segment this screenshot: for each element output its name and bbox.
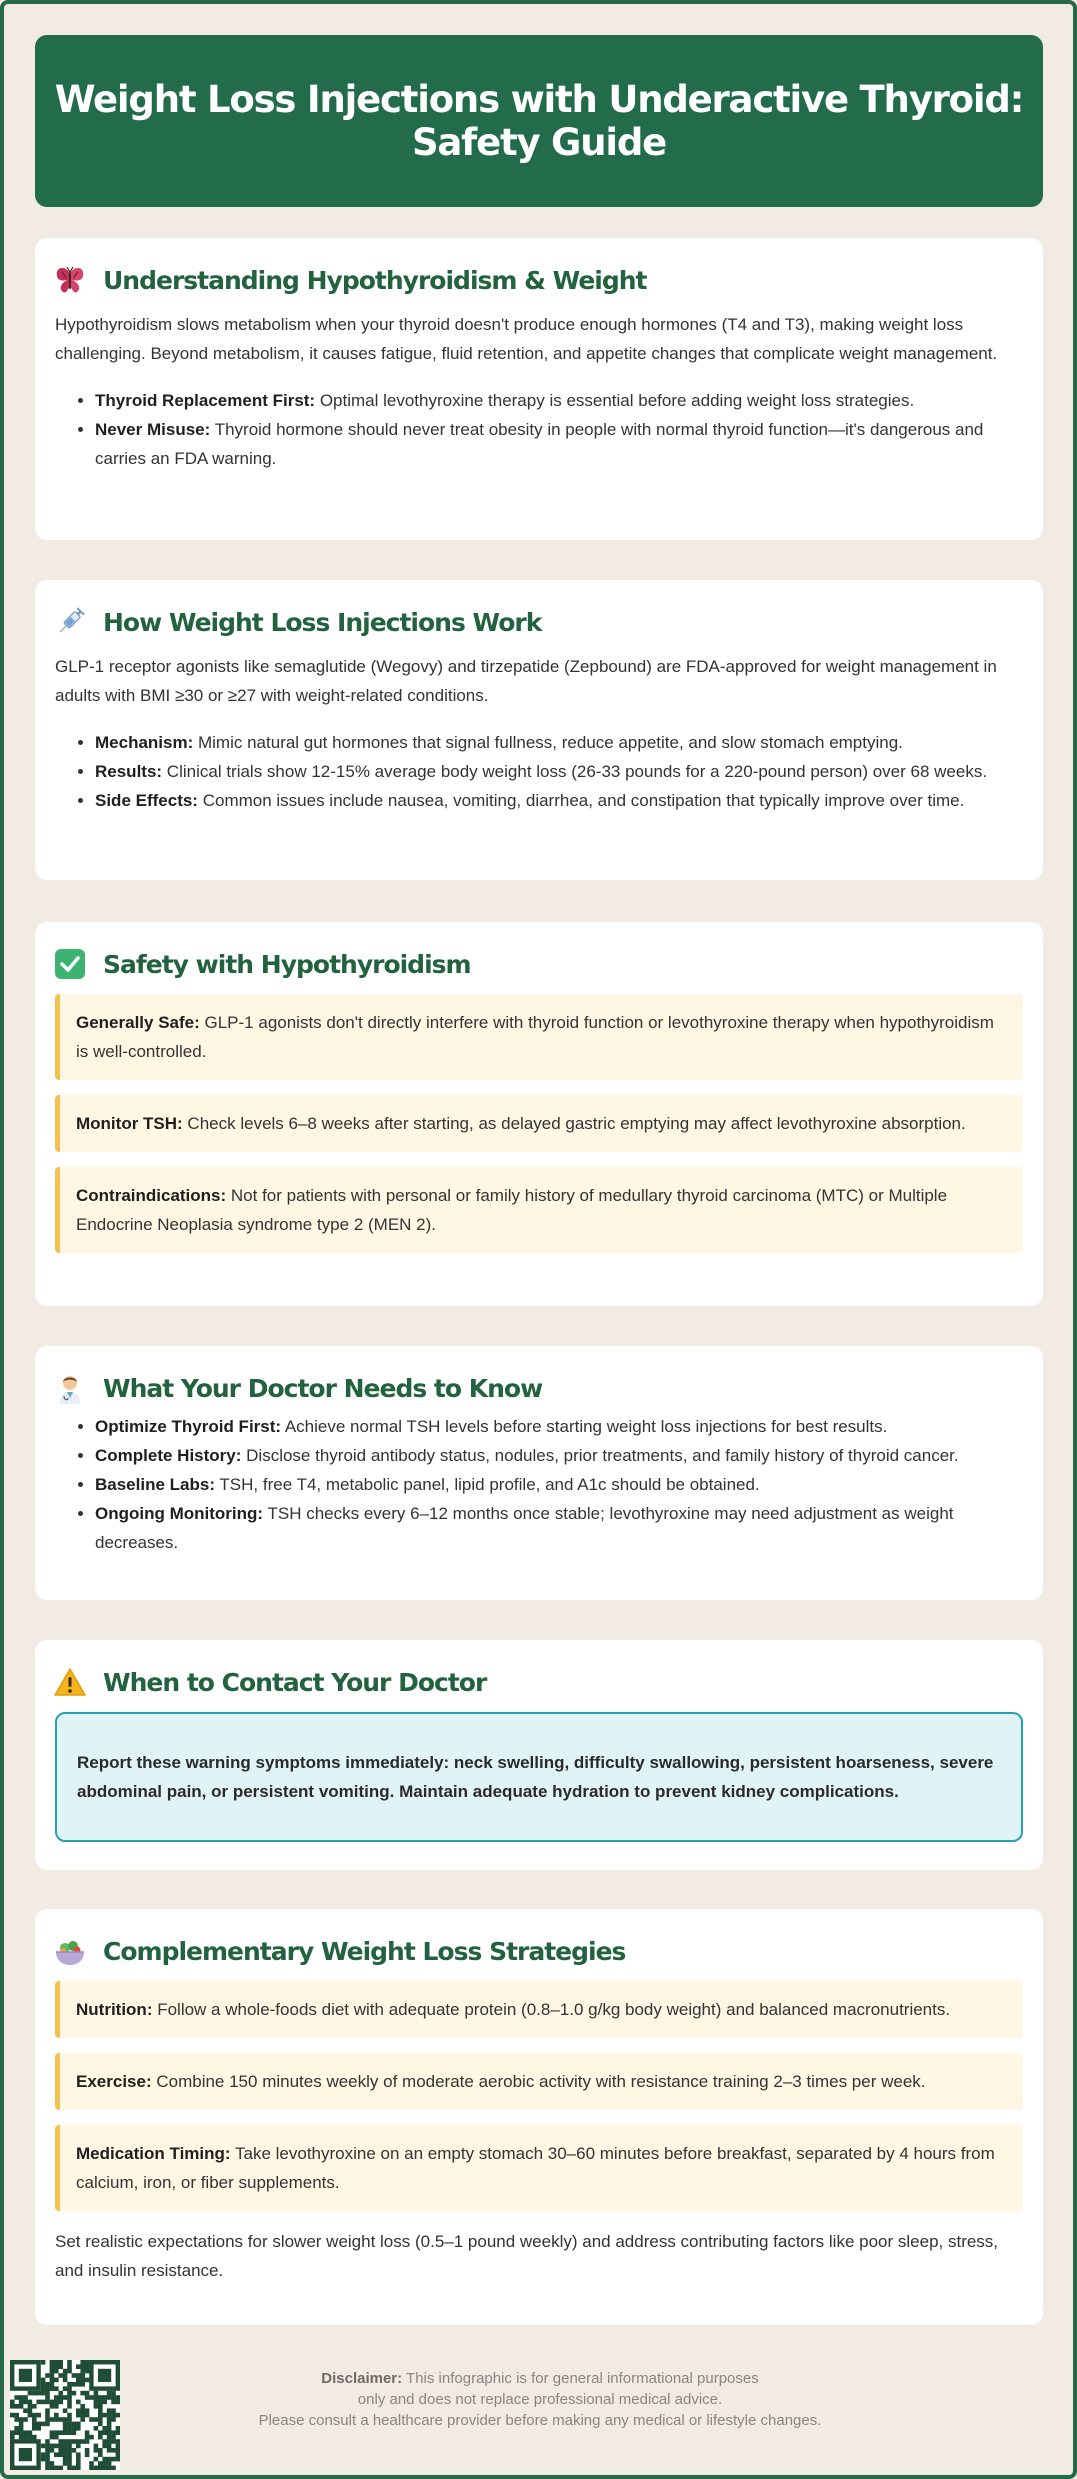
section-title: When to Contact Your Doctor	[103, 1667, 487, 1697]
callout-box: Medication Timing: Take levothyroxine on an empty stomach 30–60 minutes before breakfast, separated by 4 hours from calcium, iron, or fiber supplements.	[55, 2125, 1023, 2211]
warning-icon	[53, 1665, 87, 1699]
section-title: What Your Doctor Needs to Know	[103, 1373, 543, 1403]
check-mark-icon	[53, 947, 87, 981]
section-title: Safety with Hypothyroidism	[103, 949, 471, 979]
list-item: • Mechanism: Mimic natural gut hormones that signal fullness, reduce appetite, and slow stomach emptying.	[95, 728, 1023, 757]
list-item: • Baseline Labs: TSH, free T4, metabolic panel, lipid profile, and A1c should be obtained.	[95, 1470, 1023, 1499]
warning-alert-box: Report these warning symptoms immediately: neck swelling, difficulty swallowing, persistent hoarseness, severe abdominal pain, or persistent vomiting. Maintain adequate hydration to prevent kidney complications.	[55, 1712, 1023, 1842]
callout-box: Nutrition: Follow a whole-foods diet with adequate protein (0.8–1.0 g/kg body weight) and balanced macronutrients.	[55, 1981, 1023, 2038]
section-title: How Weight Loss Injections Work	[103, 607, 542, 637]
page-footer	[0, 2350, 1077, 2460]
callout-box: Generally Safe: GLP-1 agonists don't directly interfere with thyroid function or levothyroxine therapy when hypothyroidism is well-controlled.	[55, 994, 1023, 1080]
disclaimer: Disclaimer: This infographic is for general informational purposes only and does not replace professional medical advice. Please consult a healthcare provider before making any medical or lifestyle changes.	[258, 2370, 822, 2429]
section-intro: GLP-1 receptor agonists like semaglutide (Wegovy) and tirzepatide (Zepbound) are FDA-approved for weight management in adults with BMI ≥30 or ≥27 with weight-related conditions.	[55, 657, 997, 705]
section-strategies	[35, 1909, 1043, 2325]
butterfly-icon	[53, 263, 87, 297]
page-title: Weight Loss Injections with Underactive Thyroid: Safety Guide	[54, 78, 1024, 164]
list-item: • Side Effects: Common issues include nausea, vomiting, diarrhea, and constipation that typically improve over time.	[95, 786, 1023, 815]
doctor-icon	[53, 1371, 87, 1405]
callout-box: Exercise: Combine 150 minutes weekly of moderate aerobic activity with resistance training 2–3 times per week.	[55, 2053, 1023, 2110]
bullet-list	[55, 386, 1023, 473]
salad-bowl-icon	[53, 1934, 87, 1968]
page-header	[35, 35, 1043, 207]
section-title: Understanding Hypothyroidism & Weight	[103, 265, 647, 295]
bullet-list	[55, 1412, 1023, 1557]
section-title: Complementary Weight Loss Strategies	[103, 1936, 626, 1966]
bullet-list	[55, 728, 1023, 815]
qr-code-icon[interactable]	[10, 2360, 120, 2470]
list-item: • Complete History: Disclose thyroid antibody status, nodules, prior treatments, and family history of thyroid cancer.	[95, 1441, 1023, 1470]
list-item: • Optimize Thyroid First: Achieve normal TSH levels before starting weight loss injections for best results.	[95, 1412, 1023, 1441]
list-item: • Ongoing Monitoring: TSH checks every 6–12 months once stable; levothyroxine may need adjustment as weight decreases.	[95, 1499, 1023, 1557]
section-safety	[35, 922, 1043, 1306]
section-understanding	[35, 238, 1043, 540]
list-item: • Never Misuse: Thyroid hormone should never treat obesity in people with normal thyroid function—it's dangerous and carries an FDA warning.	[95, 415, 1023, 473]
section-contact	[35, 1640, 1043, 1870]
syringe-icon	[53, 605, 87, 639]
callout-box: Contraindications: Not for patients with personal or family history of medullary thyroid carcinoma (MTC) or Multiple Endocrine Neoplasia syndrome type 2 (MEN 2).	[55, 1167, 1023, 1253]
section-intro: Hypothyroidism slows metabolism when your thyroid doesn't produce enough hormones (T4 and T3), making weight loss challenging. Beyond metabolism, it causes fatigue, fluid retention, and appetite changes that complicate weight management.	[55, 315, 998, 363]
callout-box: Monitor TSH: Check levels 6–8 weeks after starting, as delayed gastric emptying may affect levothyroxine absorption.	[55, 1095, 1023, 1152]
section-doctor	[35, 1346, 1043, 1600]
list-item: • Results: Clinical trials show 12-15% average body weight loss (26-33 pounds for a 220-pound person) over 68 weeks.	[95, 757, 1023, 786]
section-injections	[35, 580, 1043, 880]
list-item: • Thyroid Replacement First: Optimal levothyroxine therapy is essential before adding weight loss strategies.	[95, 386, 1023, 415]
section-closing: Set realistic expectations for slower weight loss (0.5–1 pound weekly) and address contributing factors like poor sleep, stress, and insulin resistance.	[55, 2232, 999, 2280]
